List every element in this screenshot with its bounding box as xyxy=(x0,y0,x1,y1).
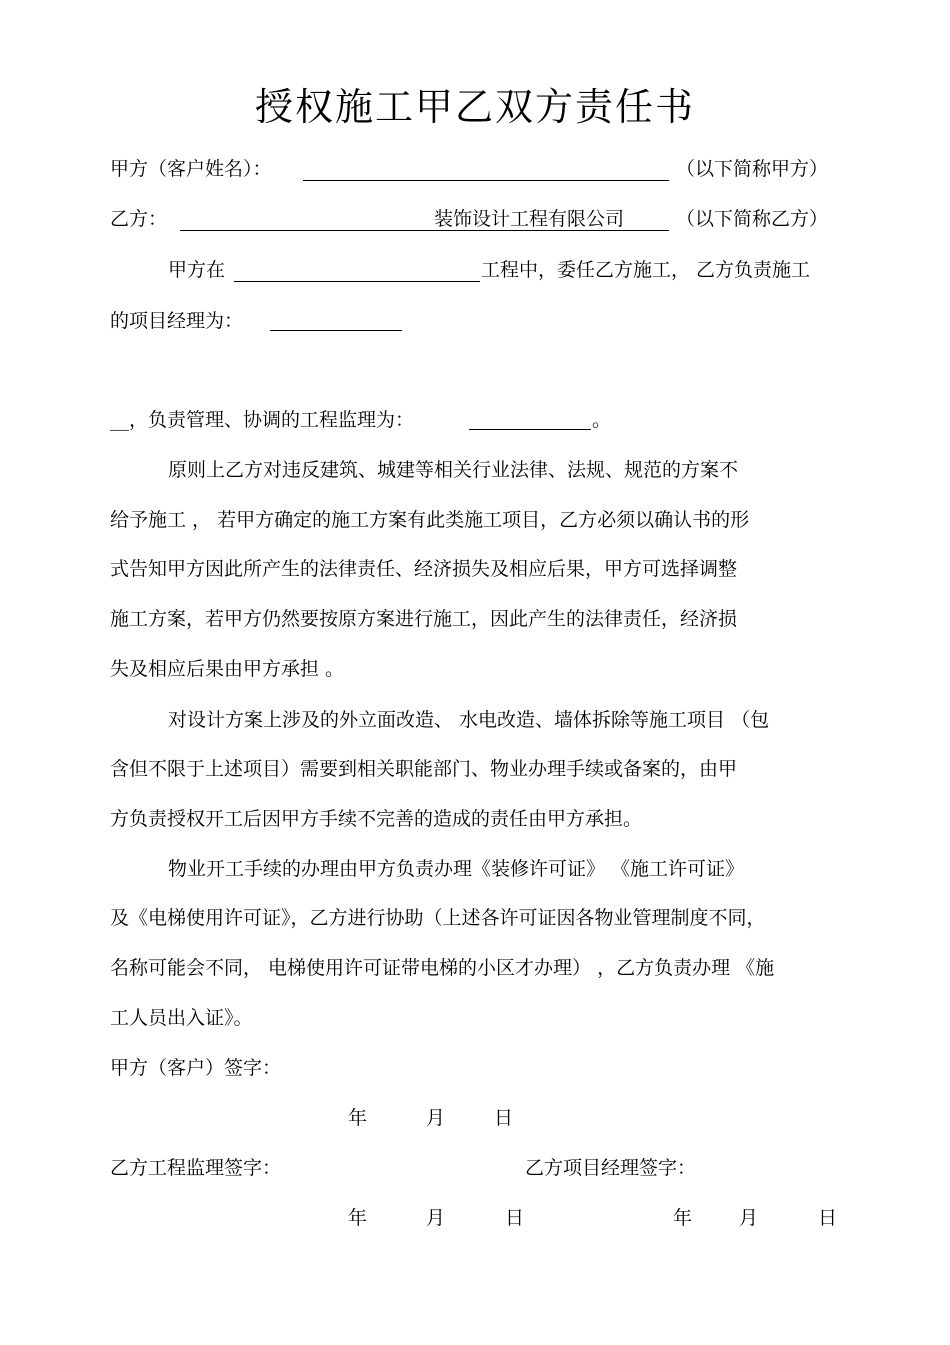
party-a-signature-label: 甲方（客户）签字： xyxy=(110,1057,282,1079)
p2-line-2: 含但不限于上述项目）需要到相关职能部门、物业办理手续或备案的，由甲 xyxy=(110,758,738,780)
party-a-line xyxy=(110,156,272,182)
p1-line-3: 式告知甲方因此所产生的法律责任、经济损失及相应后果，甲方可选择调整 xyxy=(110,558,738,580)
p3-line-4: 工人员出入证》。 xyxy=(110,1007,253,1029)
supervisor-lead: __，负责管理、协调的工程监理为： xyxy=(110,409,415,431)
project-name-field[interactable] xyxy=(234,257,480,282)
p1-line-5: 失及相应后果由甲方承担 。 xyxy=(110,658,345,680)
party-a-date-day: 日 xyxy=(494,1107,514,1129)
project-middle: 工程中，委任乙方施工， 乙方负责施工 xyxy=(481,259,811,281)
party-a-name-field[interactable] xyxy=(303,156,669,181)
party-a-suffix: （以下简称甲方） xyxy=(676,158,829,180)
document-title: 授权施工甲乙双方责任书 xyxy=(254,85,695,129)
manager-date-day: 日 xyxy=(818,1207,838,1229)
p3-line-1: 物业开工手续的办理由甲方负责办理《装修许可证》 《施工许可证》 xyxy=(168,858,745,880)
p3-line-3: 名称可能会不同， 电梯使用许可证带电梯的小区才办理） ，乙方负责办理 《施 xyxy=(110,957,775,979)
supervisor-signature-label: 乙方工程监理签字： xyxy=(110,1157,282,1179)
supervisor-date-year: 年 xyxy=(348,1207,368,1229)
supervisor-date-month: 月 xyxy=(426,1207,446,1229)
manager-label: 的项目经理为： xyxy=(110,310,244,332)
manager-signature-label: 乙方项目经理签字： xyxy=(525,1157,697,1179)
supervisor-field[interactable] xyxy=(469,405,591,430)
party-b-label: 乙方： xyxy=(110,208,168,230)
manager-date-month: 月 xyxy=(739,1207,759,1229)
p2-line-3: 方负责授权开工后因甲方手续不完善的造成的责任由甲方承担。 xyxy=(110,808,643,830)
p1-line-2: 给予施工 ， 若甲方确定的施工方案有此类施工项目，乙方必须以确认书的形 xyxy=(110,509,750,531)
party-b-suffix: （以下简称乙方） xyxy=(676,208,829,230)
p3-line-2: 及《电梯使用许可证》，乙方进行协助（上述各许可证因各物业管理制度不同， xyxy=(110,907,766,929)
party-b-company: 装饰设计工程有限公司 xyxy=(434,208,625,230)
supervisor-date-day: 日 xyxy=(505,1207,525,1229)
party-a-label: 甲方（客户姓名）： xyxy=(110,158,272,180)
manager-date-year: 年 xyxy=(673,1207,693,1229)
p2-line-1: 对设计方案上涉及的外立面改造、 水电改造、墙体拆除等施工项目 （包 xyxy=(168,709,770,731)
p1-line-1: 原则上乙方对违反建筑、城建等相关行业法律、法规、规范的方案不 xyxy=(168,459,739,481)
party-a-date-year: 年 xyxy=(348,1107,368,1129)
supervisor-end: 。 xyxy=(592,409,612,431)
project-manager-field[interactable] xyxy=(270,306,402,331)
p1-line-4: 施工方案，若甲方仍然要按原方案进行施工，因此产生的法律责任，经济损 xyxy=(110,608,738,630)
party-a-date-month: 月 xyxy=(426,1107,446,1129)
project-prefix: 甲方在 xyxy=(168,259,226,281)
